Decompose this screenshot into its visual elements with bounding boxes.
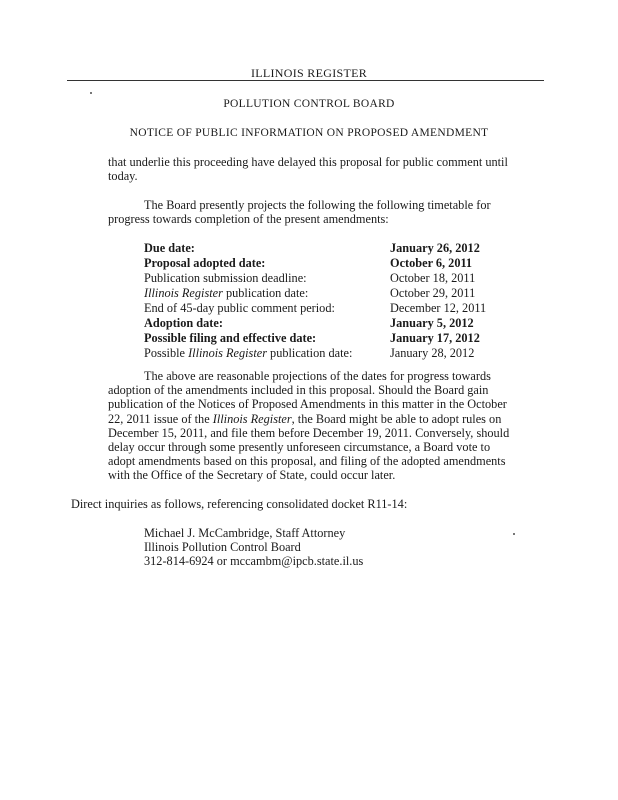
contact-name: Michael J. McCambridge, Staff Attorney (144, 526, 346, 540)
timetable-value: December 12, 2011 (390, 301, 487, 315)
paragraph-line: today. (108, 169, 138, 184)
timetable-label: Possible filing and effective date: (144, 331, 317, 345)
paragraph-line: The above are reasonable projections of the dates for progress towards (144, 369, 491, 383)
text-segment: , the Board might be able to adopt rules on (291, 411, 502, 426)
timetable-label: Publication submission deadline: (144, 271, 307, 285)
timetable-row (144, 271, 514, 286)
timetable-label: Due date: (144, 241, 195, 255)
italic-title: Illinois Register (188, 346, 267, 360)
timetable (144, 241, 514, 361)
timetable-row (144, 286, 514, 301)
inquiries-line: Direct inquiries as follows, referencing consolidated docket R11-14: (71, 497, 408, 511)
timetable-row (144, 331, 514, 346)
timetable-value: October 6, 2011 (390, 256, 473, 270)
timetable-label: End of 45-day public comment period: (144, 301, 335, 315)
paragraph-line: delay occur through some presently unforeseen circumstance, a Board vote to (108, 440, 491, 455)
scan-speck (513, 533, 515, 535)
paragraph-line: with the Office of the Secretary of State, could occur later. (108, 468, 396, 483)
italic-title: Illinois Register (212, 411, 292, 426)
timetable-value: January 17, 2012 (390, 331, 480, 345)
timetable-label (144, 286, 390, 301)
paragraph-line: The Board presently projects the following the following timetable for (144, 198, 491, 212)
timetable-row (144, 316, 514, 331)
timetable-label: Adoption date: (144, 316, 223, 330)
register-title: ILLINOIS REGISTER (250, 66, 368, 80)
timetable-label: Proposal adopted date: (144, 256, 266, 270)
timetable-row (144, 346, 514, 361)
timetable-value: January 28, 2012 (390, 346, 475, 360)
timetable-row (144, 256, 514, 271)
contact-org: Illinois Pollution Control Board (144, 540, 301, 555)
paragraph-timetable-intro (108, 198, 528, 226)
paragraph-line: December 15, 2011, and file them before December 19, 2011. Conversely, should (108, 425, 510, 440)
contact-block (144, 526, 494, 569)
timetable-value: October 29, 2011 (390, 286, 476, 300)
paragraph-delay (108, 155, 528, 183)
label-rest: publication date: (222, 286, 309, 300)
paragraph-projections (108, 369, 538, 483)
header-rule (67, 80, 544, 81)
timetable-value: January 5, 2012 (390, 316, 474, 330)
timetable-value: October 18, 2011 (390, 271, 476, 285)
timetable-row (144, 241, 514, 256)
timetable-value: January 26, 2012 (390, 241, 480, 255)
label-pre: Possible (144, 346, 189, 360)
label-rest: publication date: (266, 346, 353, 360)
scan-speck (90, 92, 92, 94)
paragraph-line: adoption of the amendments included in this proposal. Should the Board gain (108, 383, 489, 398)
italic-title: Illinois Register (144, 286, 223, 300)
timetable-row (144, 301, 514, 316)
paragraph-line: that underlie this proceeding have delayed this proposal for public comment until (108, 155, 508, 169)
contact-phone-email: 312-814-6924 or mccambm@ipcb.state.il.us (144, 554, 364, 569)
paragraph-line: adopt amendments based on this proposal, and filing of the adopted amendments (108, 454, 506, 469)
paragraph-line (108, 412, 538, 426)
text-segment: 22, 2011 issue of the (108, 411, 213, 426)
timetable-label (144, 346, 390, 361)
agency-name: POLLUTION CONTROL BOARD (223, 98, 395, 110)
paragraph-line: progress towards completion of the present amendments: (108, 212, 389, 227)
notice-title: NOTICE OF PUBLIC INFORMATION ON PROPOSED AMENDMENT (129, 127, 489, 139)
paragraph-line: publication of the Notices of Proposed Amendments in this matter in the October (108, 397, 507, 412)
